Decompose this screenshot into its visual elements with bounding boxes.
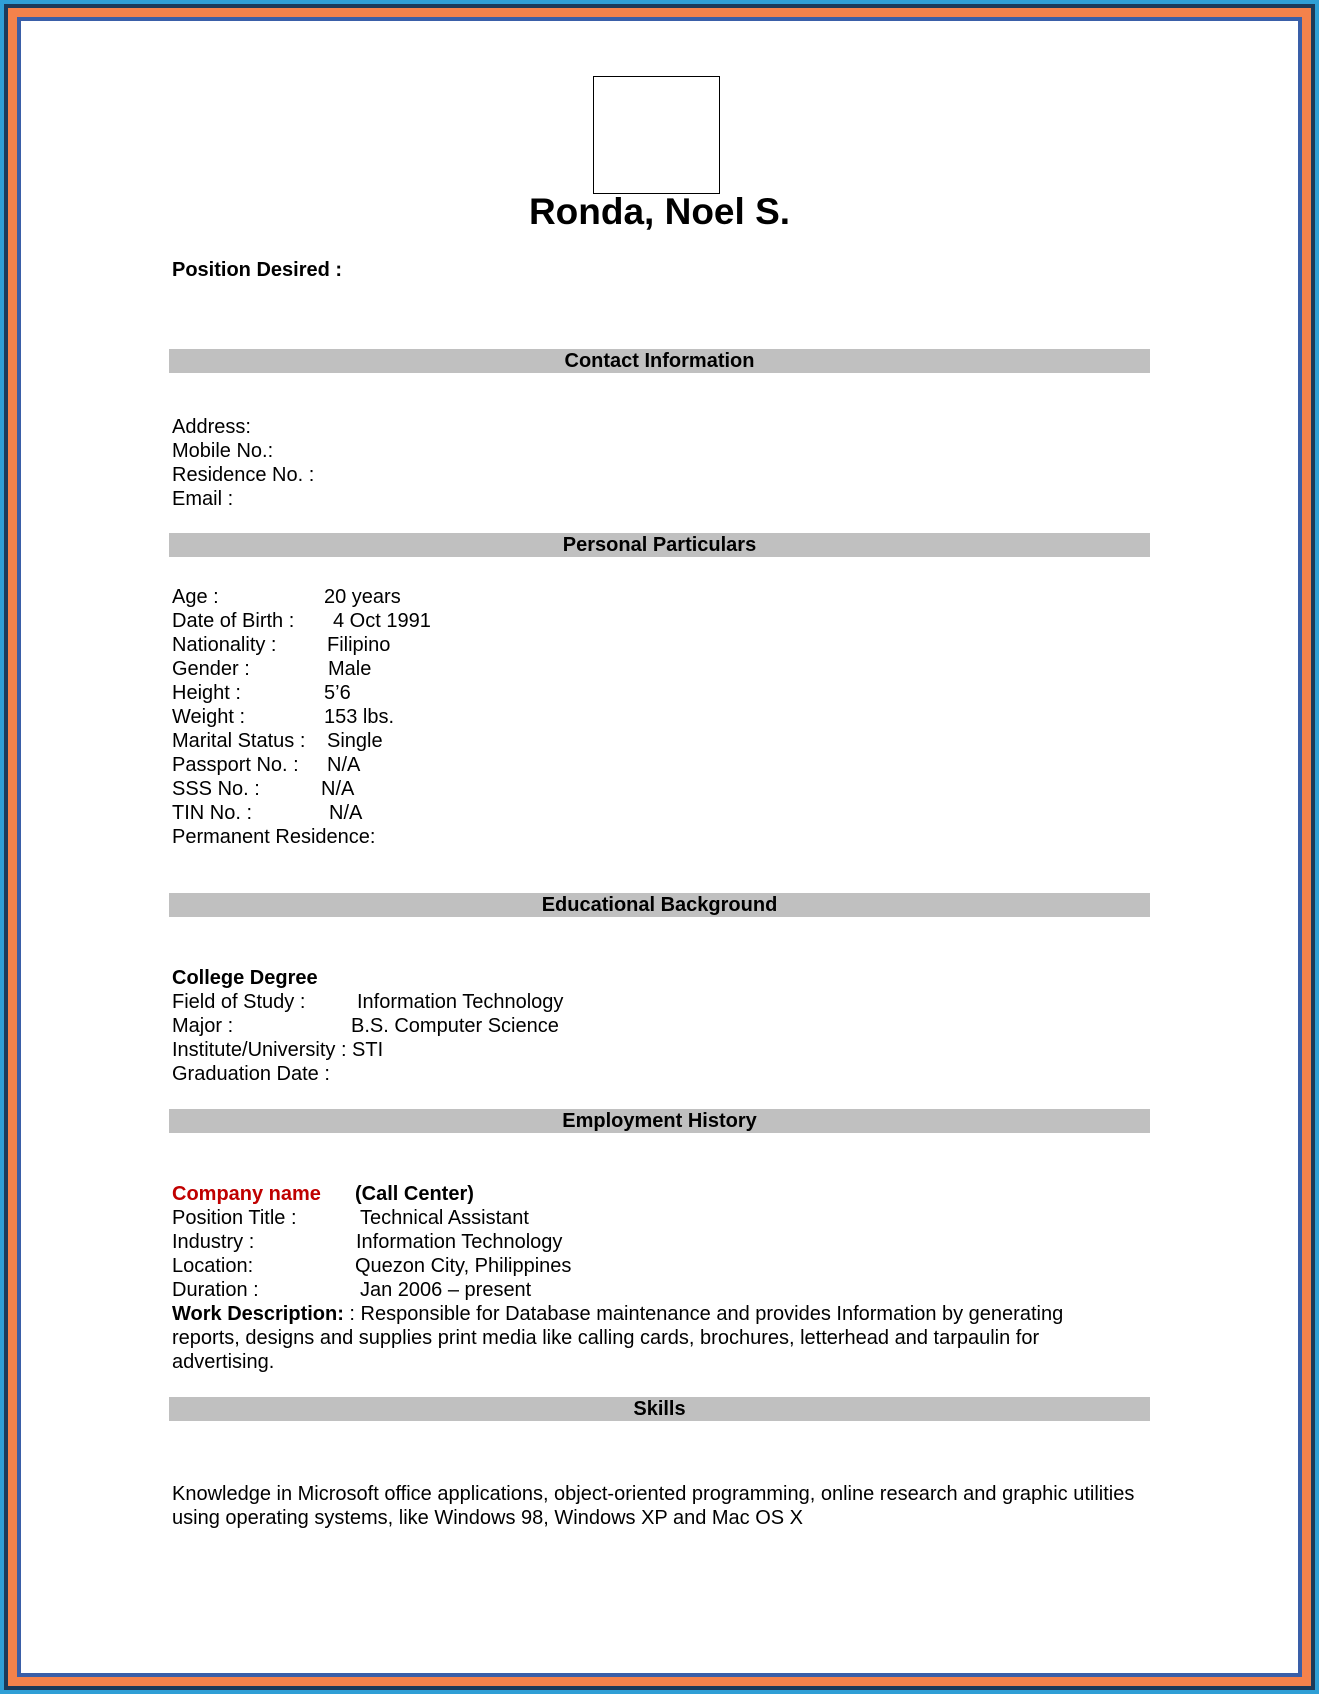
sss-label: SSS No. :: [172, 778, 260, 800]
tin-label: TIN No. :: [172, 802, 253, 824]
tin-value: N/A: [329, 802, 363, 824]
industry-row: [172, 1230, 1152, 1254]
location-row: [172, 1254, 1152, 1278]
personal-block: [172, 585, 772, 849]
age-row: [172, 585, 772, 609]
industry-value: Information Technology: [356, 1231, 563, 1253]
company-row: [172, 1182, 1152, 1206]
position-value: Technical Assistant: [360, 1207, 529, 1229]
section-skills: Skills: [169, 1397, 1150, 1421]
company-value: (Call Center): [355, 1183, 474, 1205]
dob-label: Date of Birth :: [172, 610, 295, 632]
mobile-label: Mobile No.:: [172, 440, 274, 462]
dob-value: 4 Oct 1991: [333, 610, 431, 632]
section-contact-information: Contact Information: [169, 349, 1150, 373]
graduation-row: Graduation Date :: [172, 1063, 330, 1085]
weight-row: [172, 705, 772, 729]
nationality-row: [172, 633, 772, 657]
section-employment-history: Employment History: [169, 1109, 1150, 1133]
address-label: Address:: [172, 416, 251, 438]
field-label: Field of Study :: [172, 991, 306, 1013]
marital-row: [172, 729, 772, 753]
college-degree-heading: College Degree: [172, 967, 318, 989]
work-description-label: Work Description:: [172, 1303, 344, 1325]
applicant-name: Ronda, Noel S.: [528, 191, 791, 232]
field-row: [172, 990, 872, 1014]
resume-page: [21, 21, 1298, 1673]
skills-block: [172, 1482, 1152, 1530]
tin-row: [172, 801, 772, 825]
duration-row: [172, 1278, 1152, 1302]
nationality-label: Nationality :: [172, 634, 277, 656]
passport-row: [172, 753, 772, 777]
gender-value: Male: [328, 658, 372, 680]
age-value: 20 years: [324, 586, 401, 608]
nationality-value: Filipino: [327, 634, 391, 656]
weight-label: Weight :: [172, 706, 245, 728]
field-value: Information Technology: [357, 991, 564, 1013]
employment-block: [172, 1182, 1152, 1374]
institute-row: Institute/University : STI: [172, 1039, 384, 1061]
industry-label: Industry :: [172, 1231, 255, 1253]
location-value: Quezon City, Philippines: [355, 1255, 572, 1277]
residence-label: Residence No. :: [172, 464, 315, 486]
email-label: Email :: [172, 488, 234, 510]
permanent-residence-label: Permanent Residence:: [172, 826, 376, 848]
work-description: [172, 1302, 1132, 1374]
height-value: 5’6: [324, 682, 351, 704]
duration-value: Jan 2006 – present: [360, 1279, 532, 1301]
marital-value: Single: [327, 730, 383, 752]
position-label: Position Title :: [172, 1207, 297, 1229]
gender-label: Gender :: [172, 658, 250, 680]
work-description-text: : Responsible for Database maintenance and provides Information by generating reports, designs and supplies print media like calling cards, brochures, letterhead and tarpaulin for advertising.: [172, 1303, 1064, 1373]
section-educational-background: Educational Background: [169, 893, 1150, 917]
dob-row: [172, 609, 772, 633]
height-row: [172, 681, 772, 705]
major-label: Major :: [172, 1015, 234, 1037]
weight-value: 153 lbs.: [324, 706, 395, 728]
contact-block: [172, 415, 314, 511]
passport-value: N/A: [327, 754, 361, 776]
position-desired-label: Position Desired :: [172, 259, 343, 281]
passport-label: Passport No. :: [172, 754, 299, 776]
permanent-residence-row: [172, 825, 772, 849]
major-value: B.S. Computer Science: [351, 1015, 559, 1037]
gender-row: [172, 657, 772, 681]
skills-text: Knowledge in Microsoft office applications, object-oriented programming, online research and graphic utilities using operating systems, like Windows 98, Windows XP and Mac OS X: [172, 1483, 1135, 1529]
marital-label: Marital Status :: [172, 730, 306, 752]
age-label: Age :: [172, 586, 219, 608]
sss-value: N/A: [321, 778, 355, 800]
company-label: Company name: [172, 1183, 321, 1205]
sss-row: [172, 777, 772, 801]
major-row: [172, 1014, 872, 1038]
location-label: Location:: [172, 1255, 254, 1277]
height-label: Height :: [172, 682, 241, 704]
photo-placeholder: [593, 76, 720, 194]
position-row: [172, 1206, 1152, 1230]
education-block: [172, 966, 872, 1086]
section-personal-particulars: Personal Particulars: [169, 533, 1150, 557]
duration-label: Duration :: [172, 1279, 259, 1301]
